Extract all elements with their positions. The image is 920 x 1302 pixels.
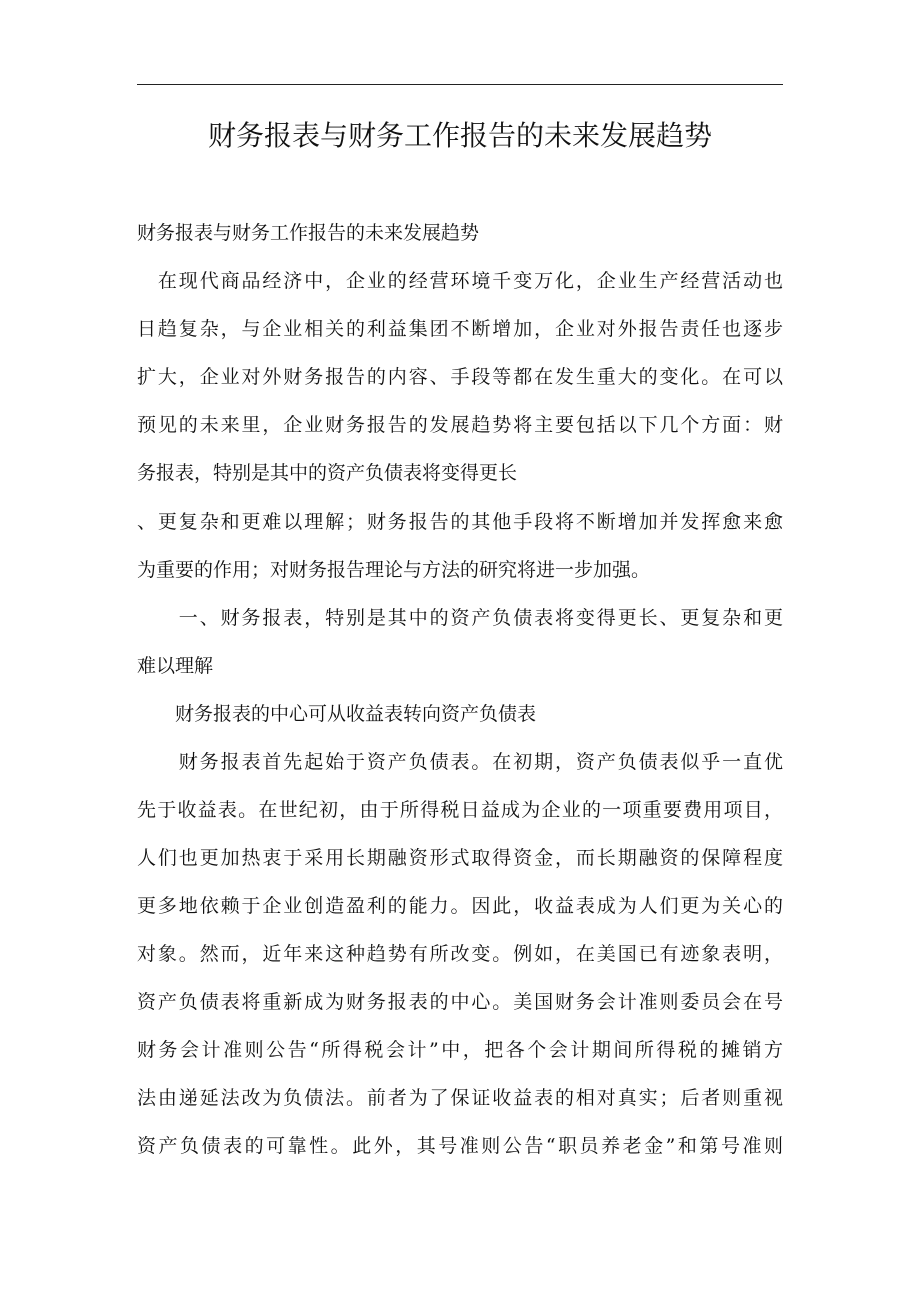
- body-line: 日趋复杂，与企业相关的利益集团不断增加，企业对外报告责任也逐步: [137, 318, 783, 340]
- body-line: 财务报表与财务工作报告的未来发展趋势: [137, 222, 480, 244]
- body-line: 先于收益表。在世纪初，由于所得税日益成为企业的一项重要费用项目，: [137, 799, 783, 821]
- section-heading-line: 一、财务报表，特别是其中的资产负债表将变得更长、更复杂和更: [137, 607, 783, 629]
- body-line: 、更复杂和更难以理解；财务报告的其他手段将不断增加并发挥愈来愈: [137, 511, 783, 533]
- body-line: 资产负债表的可靠性。此外，其号准则公告“职员养老金”和第号准则: [137, 1135, 783, 1157]
- body-line: 务报表，特别是其中的资产负债表将变得更长: [137, 462, 518, 484]
- body-line: 财务会计准则公告“所得税会计”中，把各个会计期间所得税的摊销方: [137, 1039, 783, 1061]
- top-rule: [137, 84, 783, 85]
- body-line: 在现代商品经济中，企业的经营环境千变万化，企业生产经营活动也: [137, 270, 783, 292]
- section-heading-line: 难以理解: [137, 655, 214, 677]
- body-line: 财务报表首先起始于资产负债表。在初期，资产负债表似乎一直优: [137, 751, 783, 773]
- body-line: 人们也更加热衷于采用长期融资形式取得资金，而长期融资的保障程度: [137, 847, 783, 869]
- body-line: 资产负债表将重新成为财务报表的中心。美国财务会计准则委员会在号: [137, 991, 783, 1013]
- subsection-heading: 财务报表的中心可从收益表转向资产负债表: [137, 703, 537, 725]
- body-line: 法由递延法改为负债法。前者为了保证收益表的相对真实；后者则重视: [137, 1087, 783, 1109]
- body-line: 预见的未来里，企业财务报告的发展趋势将主要包括以下几个方面：财: [137, 414, 783, 436]
- body-line: 对象。然而，近年来这种趋势有所改变。例如，在美国已有迹象表明，: [137, 943, 783, 965]
- document-title: 财务报表与财务工作报告的未来发展趋势: [207, 119, 712, 152]
- body-line: 扩大，企业对外财务报告的内容、手段等都在发生重大的变化。在可以: [137, 366, 783, 388]
- body-line: 为重要的作用；对财务报告理论与方法的研究将进一步加强。: [137, 559, 651, 581]
- body-line: 更多地依赖于企业创造盈利的能力。因此，收益表成为人们更为关心的: [137, 895, 783, 917]
